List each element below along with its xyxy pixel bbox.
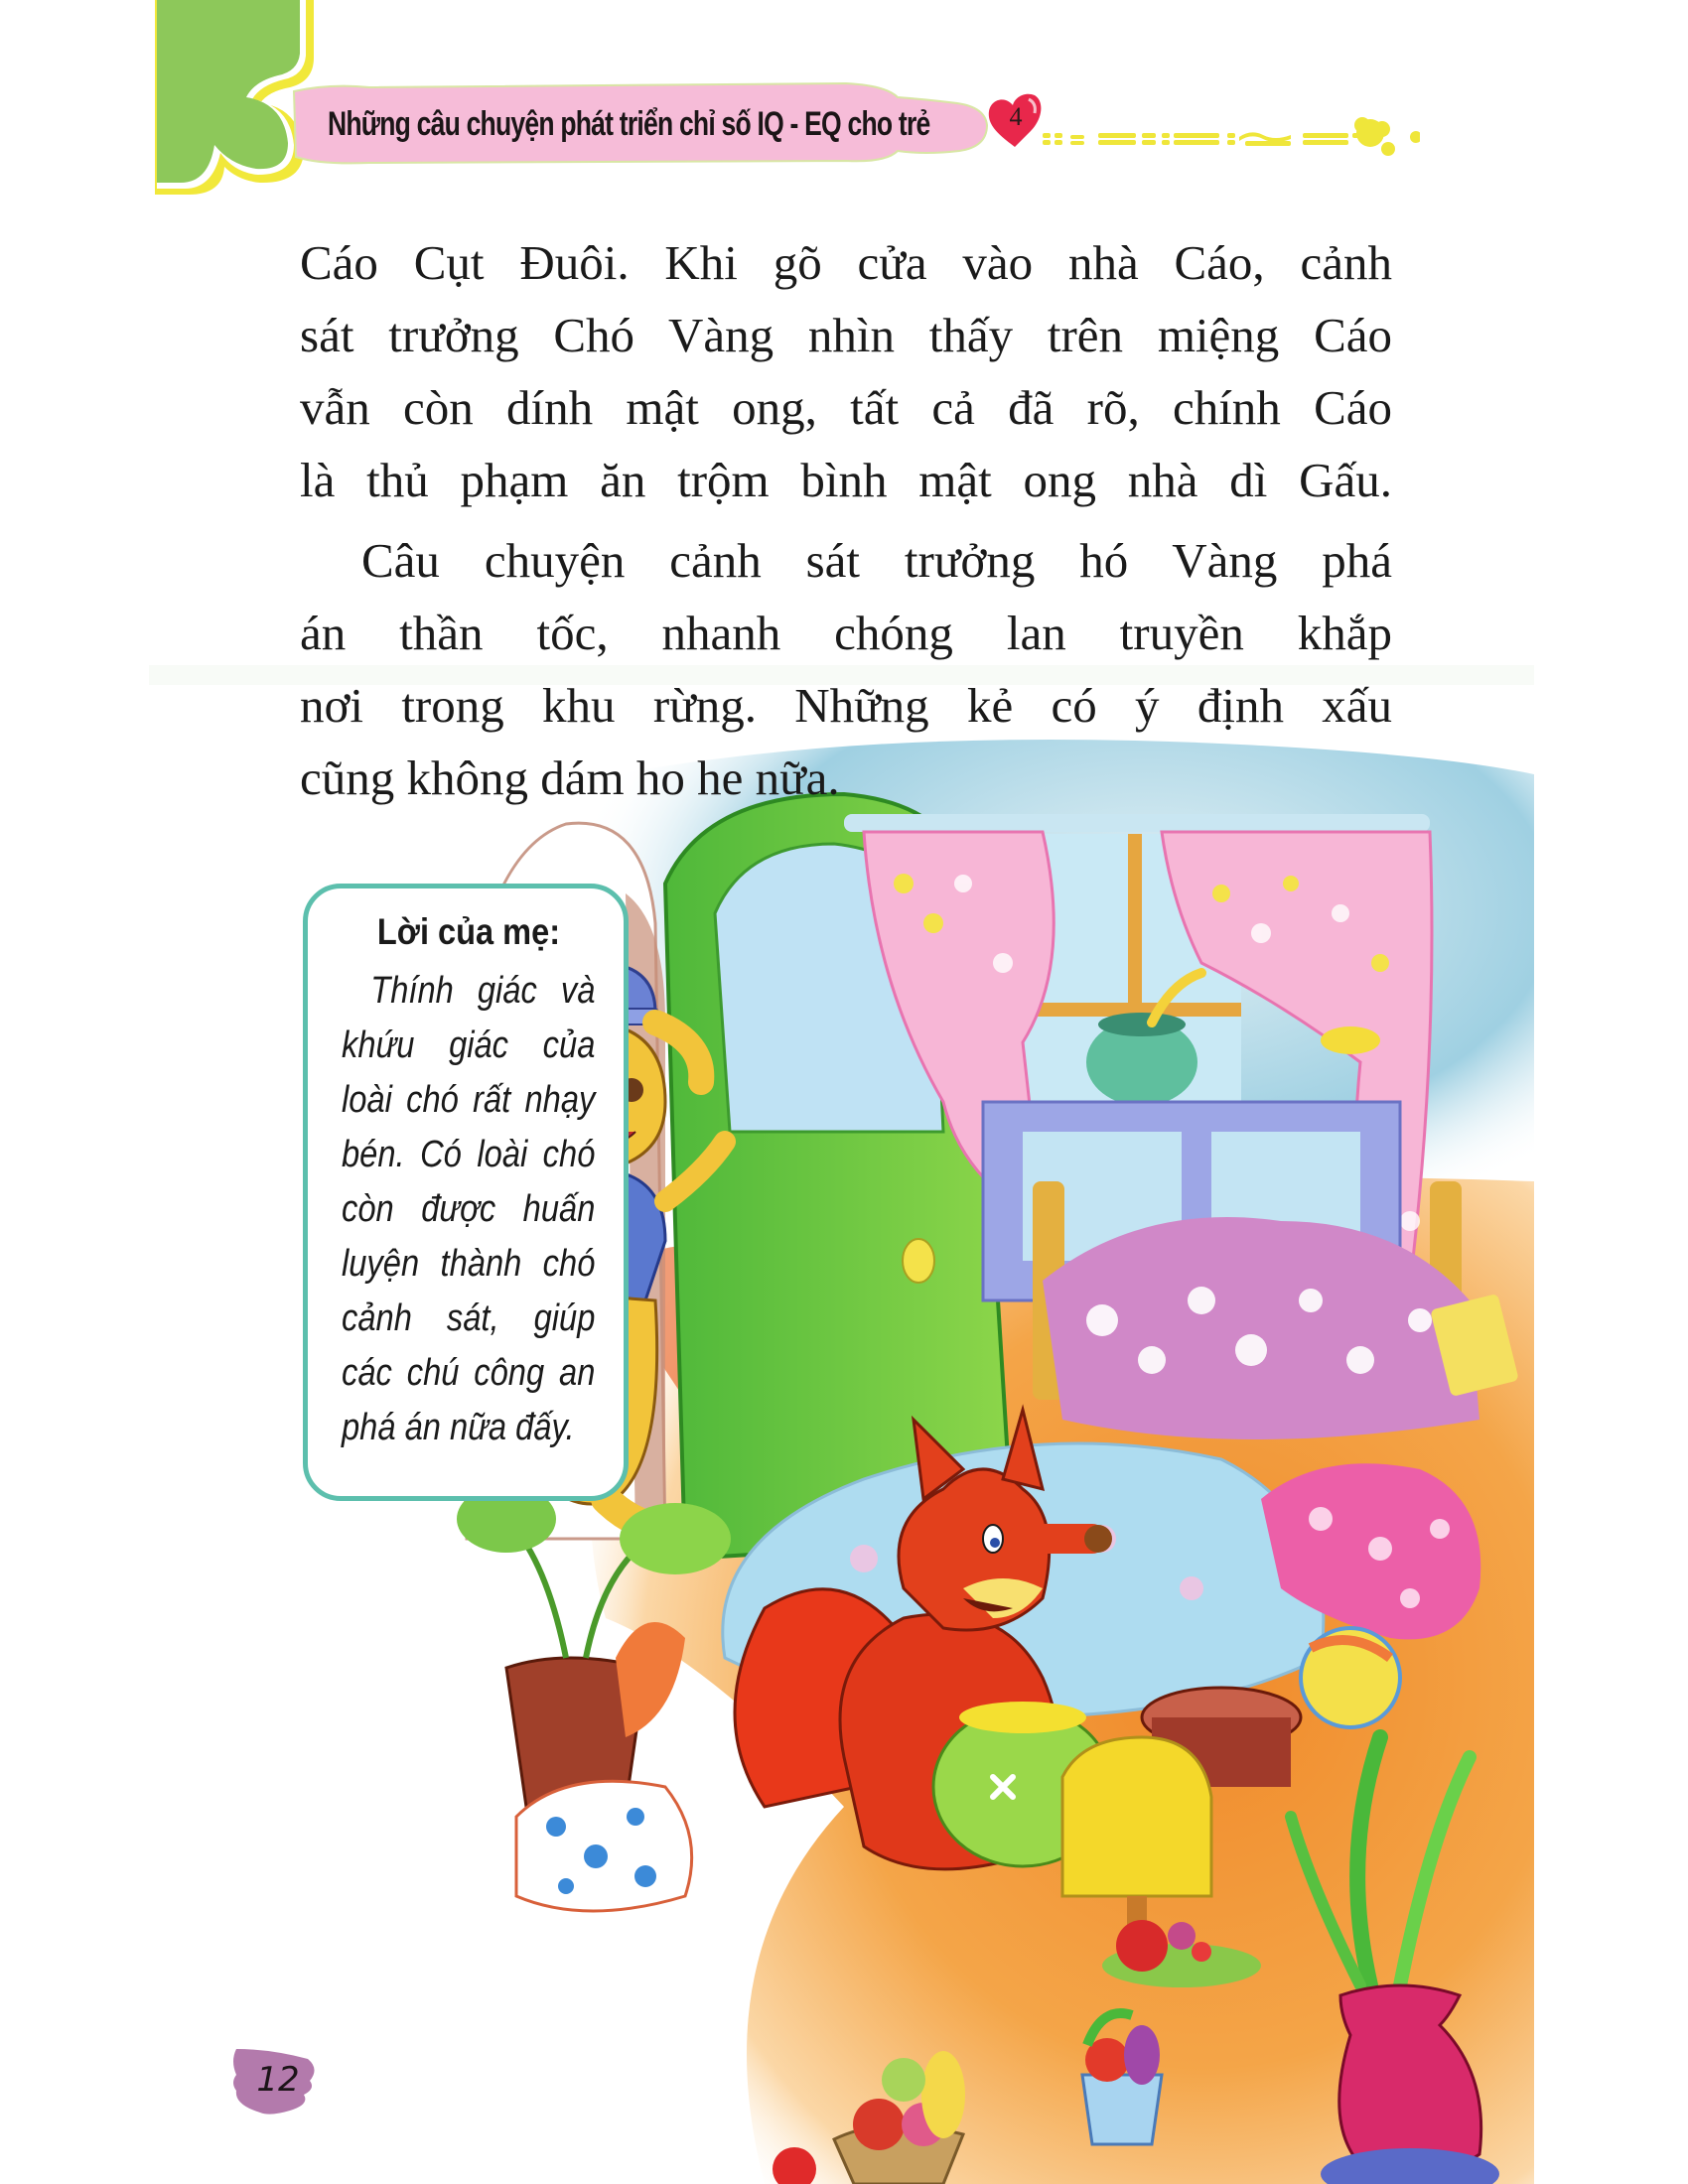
note-line: loài chó rất nhạy	[342, 1079, 596, 1121]
series-title: Những câu chuyện phát triển chỉ số IQ - EQ cho trẻ	[328, 105, 930, 143]
note-line: khứu giác của	[342, 1024, 596, 1066]
story-line: vẫn còn dính mật ong, tất cả đã rõ, chính Cáo	[300, 380, 1392, 435]
note-line: các chú công an	[342, 1352, 596, 1394]
story-line: cũng không dám ho he nữa.	[300, 751, 840, 805]
note-line: bén. Có loài chó	[342, 1134, 596, 1175]
story-paragraph-1	[300, 226, 1392, 516]
story-line: sát trưởng Chó Vàng nhìn thấy trên miệng Cáo	[300, 308, 1392, 362]
note-body	[342, 964, 596, 1455]
story-line: nơi trong khu rừng. Những kẻ có ý định xấu	[300, 678, 1392, 733]
clover-corner-decoration	[0, 0, 338, 199]
note-line: Thính giác và	[370, 970, 596, 1012]
note-title: Lời của mẹ:	[376, 911, 561, 952]
note-line: luyện thành chó	[342, 1243, 596, 1285]
chapter-number: 4	[1009, 102, 1023, 131]
story-line: Cáo Cụt Đuôi. Khi gõ cửa vào nhà Cáo, cảnh	[300, 235, 1392, 290]
dashed-line-decoration	[1043, 107, 1420, 157]
story-text	[300, 226, 1392, 814]
page-number: 12	[256, 2060, 300, 2100]
note-line: phá án nữa đấy.	[342, 1407, 575, 1448]
story-line: án thần tốc, nhanh chóng lan truyền khắp	[300, 606, 1392, 660]
story-paragraph-2	[300, 524, 1392, 814]
story-line: Câu chuyện cảnh sát trưởng hó Vàng phá	[361, 533, 1392, 588]
note-line: cảnh sát, giúp	[342, 1297, 596, 1339]
note-line: còn được huấn	[342, 1188, 596, 1230]
story-line: là thủ phạm ăn trộm bình mật ong nhà dì Gấu.	[300, 453, 1392, 507]
mothers-note-box	[303, 884, 629, 1501]
